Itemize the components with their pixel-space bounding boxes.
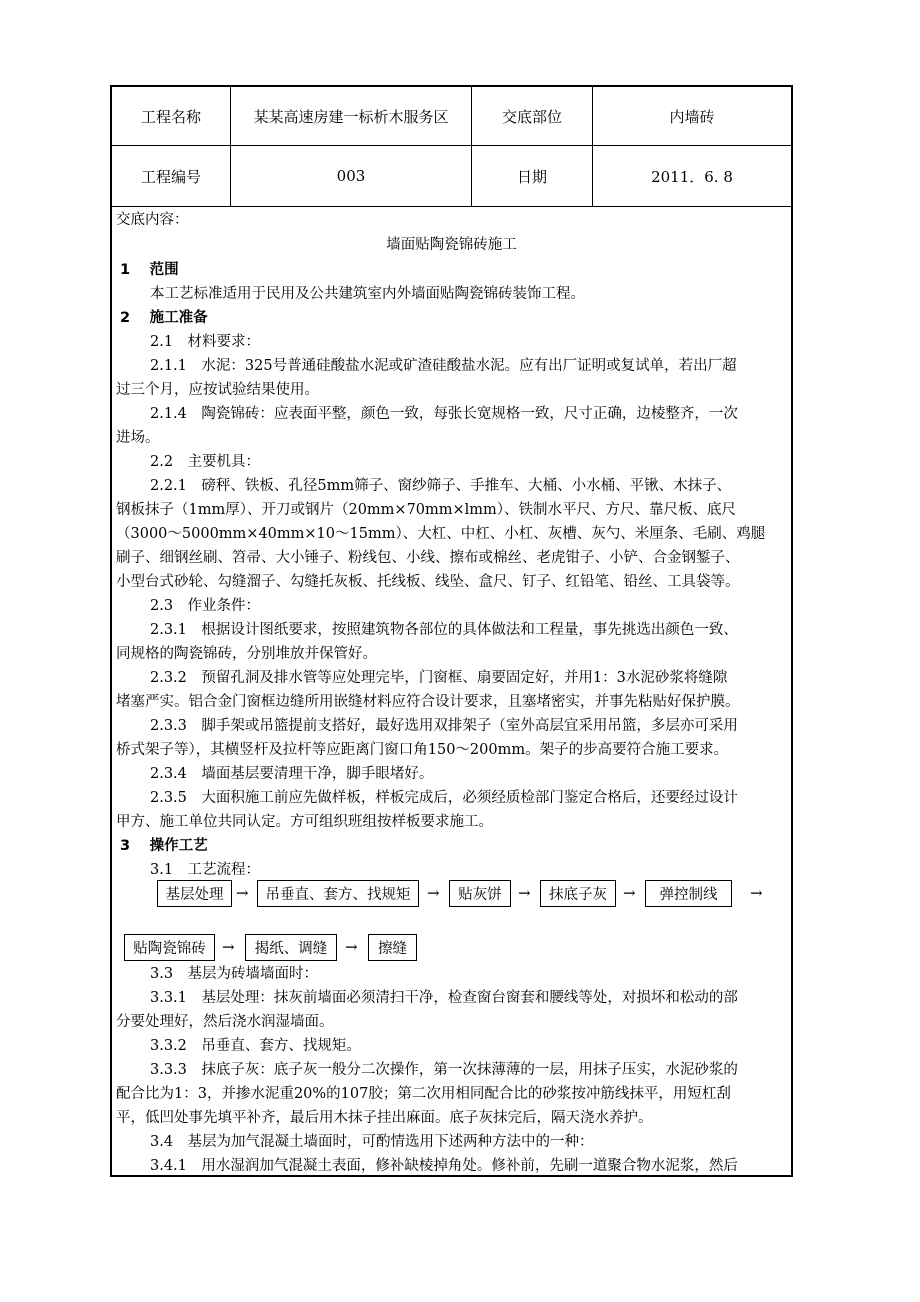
paragraph-line: 2.2.1 磅秤、铁板、孔径5mm筛子、窗纱筛子、手推车、大桶、小水桶、平锹、木抹子、 xyxy=(150,478,732,494)
paragraph-line: 2.3.2 预留孔洞及排水管等应处理完毕，门窗框、扇要固定好，并用1：3水泥砂浆将缝隙 xyxy=(150,670,728,686)
paragraph-line: 2.1 材料要求： xyxy=(150,334,261,350)
document-title: 墙面贴陶瓷锦砖施工 xyxy=(386,237,517,253)
header-row-2 xyxy=(112,146,791,207)
paragraph-line: 桥式架子等），其横竖杆及拉杆等应距离门窗口角150～200mm。架子的步高要符合施工要求。 xyxy=(116,742,729,758)
arrow-icon: → xyxy=(623,884,636,902)
flow-step: 贴陶瓷锦砖 xyxy=(124,934,215,961)
paragraph-line: 分要处理好，然后浇水润湿墙面。 xyxy=(116,1014,334,1030)
disclosure-form xyxy=(110,85,793,1177)
arrow-icon: → xyxy=(427,884,440,902)
paragraph-line: 本工艺标准适用于民用及公共建筑室内外墙面贴陶瓷锦砖装饰工程。 xyxy=(150,286,585,302)
disclosure-part-value: 内墙砖 xyxy=(669,107,715,126)
flow-step: 基层处理 xyxy=(157,880,232,907)
paragraph-line: 3.4 基层为加气混凝土墙面时，可酌情选用下述两种方法中的一种： xyxy=(150,1134,594,1150)
section-heading: 3 操作工艺 xyxy=(120,838,208,854)
paragraph-line: 2.2 主要机具： xyxy=(150,454,261,470)
flow-step: 吊垂直、套方、找规矩 xyxy=(257,880,419,907)
arrow-icon: → xyxy=(750,884,763,902)
paragraph-line: 钢板抹子（1mm厚）、开刀或钢片（20mm×70mm×lmm）、铁制水平尺、方尺、靠尺板、底尺 xyxy=(116,502,737,518)
paragraph-line: 3.3.2 吊垂直、套方、找规矩。 xyxy=(150,1038,361,1054)
header-row-1 xyxy=(112,87,791,146)
paragraph-line: （3000～5000mm×40mm×10～15mm）、大杠、中杠、小杠、灰槽、灰勺、米厘条、毛刷、鸡腿 xyxy=(116,526,766,542)
flow-step: 揭纸、调缝 xyxy=(245,934,337,961)
content-label: 交底内容： xyxy=(116,212,189,228)
date-label: 日期 xyxy=(472,146,593,206)
section-heading: 2 施工准备 xyxy=(120,310,208,326)
paragraph-line: 3.3 基层为砖墙墙面时： xyxy=(150,966,319,982)
paragraph-line: 刷子、细钢丝刷、笤帚、大小锤子、粉线包、小线、擦布或棉丝、老虎钳子、小铲、合金钢錾子、 xyxy=(116,550,740,566)
paragraph-line: 2.3.1 根据设计图纸要求，按照建筑物各部位的具体做法和工程量，事先挑选出颜色一致、 xyxy=(150,622,738,638)
paragraph-line: 3.1 工艺流程： xyxy=(150,862,261,878)
date-value: 2011．6. 8 xyxy=(651,167,733,186)
paragraph-line: 2.3 作业条件： xyxy=(150,598,261,614)
project-name-value: 某某高速房建一标析木服务区 xyxy=(231,87,472,145)
paragraph-line: 3.3.3 抹底子灰：底子灰一般分二次操作，第一次抹薄薄的一层，用抹子压实，水泥砂浆的 xyxy=(150,1062,738,1078)
paragraph-line: 平，低凹处事先填平补齐，最后用木抹子挂出麻面。底子灰抹完后，隔天浇水养护。 xyxy=(116,1110,653,1126)
disclosure-part-label: 交底部位 xyxy=(472,87,593,145)
paragraph-line: 2.3.3 脚手架或吊篮提前支搭好，最好选用双排架子（室外高层宜采用吊篮，多层亦可采用 xyxy=(150,718,738,734)
paragraph-line: 2.3.5 大面积施工前应先做样板，样板完成后，必须经质检部门鉴定合格后，还要经过设计 xyxy=(150,790,738,806)
paragraph-line: 3.3.1 基层处理：抹灰前墙面必须清扫干净，检查窗台窗套和腰线等处，对损坏和松动的部 xyxy=(150,990,738,1006)
arrow-icon: → xyxy=(345,938,358,956)
arrow-icon: → xyxy=(518,884,531,902)
paragraph-line: 2.1.4 陶瓷锦砖：应表面平整，颜色一致，每张长宽规格一致，尺寸正确，边棱整齐，一次 xyxy=(150,406,738,422)
paragraph-line: 3.4.1 用水湿润加气混凝土表面，修补缺棱掉角处。修补前，先刷一道聚合物水泥浆，然后 xyxy=(150,1158,738,1174)
project-number-value: 003 xyxy=(231,146,472,206)
paragraph-line: 过三个月，应按试验结果使用。 xyxy=(116,382,319,398)
paragraph-line: 配合比为1：3，并掺水泥重20%的107胶；第二次用相同配合比的砂浆按冲筋线抹平，用短杠刮 xyxy=(116,1086,731,1102)
paragraph-line: 2.1.1 水泥：325号普通硅酸盐水泥或矿渣硅酸盐水泥。应有出厂证明或复试单，若出厂超 xyxy=(150,358,737,374)
flow-step: 贴灰饼 xyxy=(449,880,511,907)
project-name-label: 工程名称 xyxy=(112,87,231,145)
flow-step: 抹底子灰 xyxy=(540,880,616,907)
paragraph-line: 小型台式砂轮、勾缝溜子、勾缝托灰板、托线板、线坠、盒尺、钉子、红铅笔、铅丝、工具袋等。 xyxy=(116,574,740,590)
flow-step: 擦缝 xyxy=(368,934,417,961)
project-number-label: 工程编号 xyxy=(112,146,231,206)
paragraph-line: 进场。 xyxy=(116,430,160,446)
paragraph-line: 甲方、施工单位共同认定。方可组织班组按样板要求施工。 xyxy=(116,814,493,830)
paragraph-line: 2.3.4 墙面基层要清理干净，脚手眼堵好。 xyxy=(150,766,434,782)
arrow-icon: → xyxy=(222,938,235,956)
flow-step: 弹控制线 xyxy=(645,880,732,907)
paragraph-line: 同规格的陶瓷锦砖，分别堆放并保管好。 xyxy=(116,646,377,662)
paragraph-line: 堵塞严实。铝合金门窗框边缝所用嵌缝材料应符合设计要求，且塞堵密实，并事先粘贴好保护膜。 xyxy=(116,694,740,710)
arrow-icon: → xyxy=(236,884,249,902)
section-heading: 1 范围 xyxy=(120,262,179,278)
